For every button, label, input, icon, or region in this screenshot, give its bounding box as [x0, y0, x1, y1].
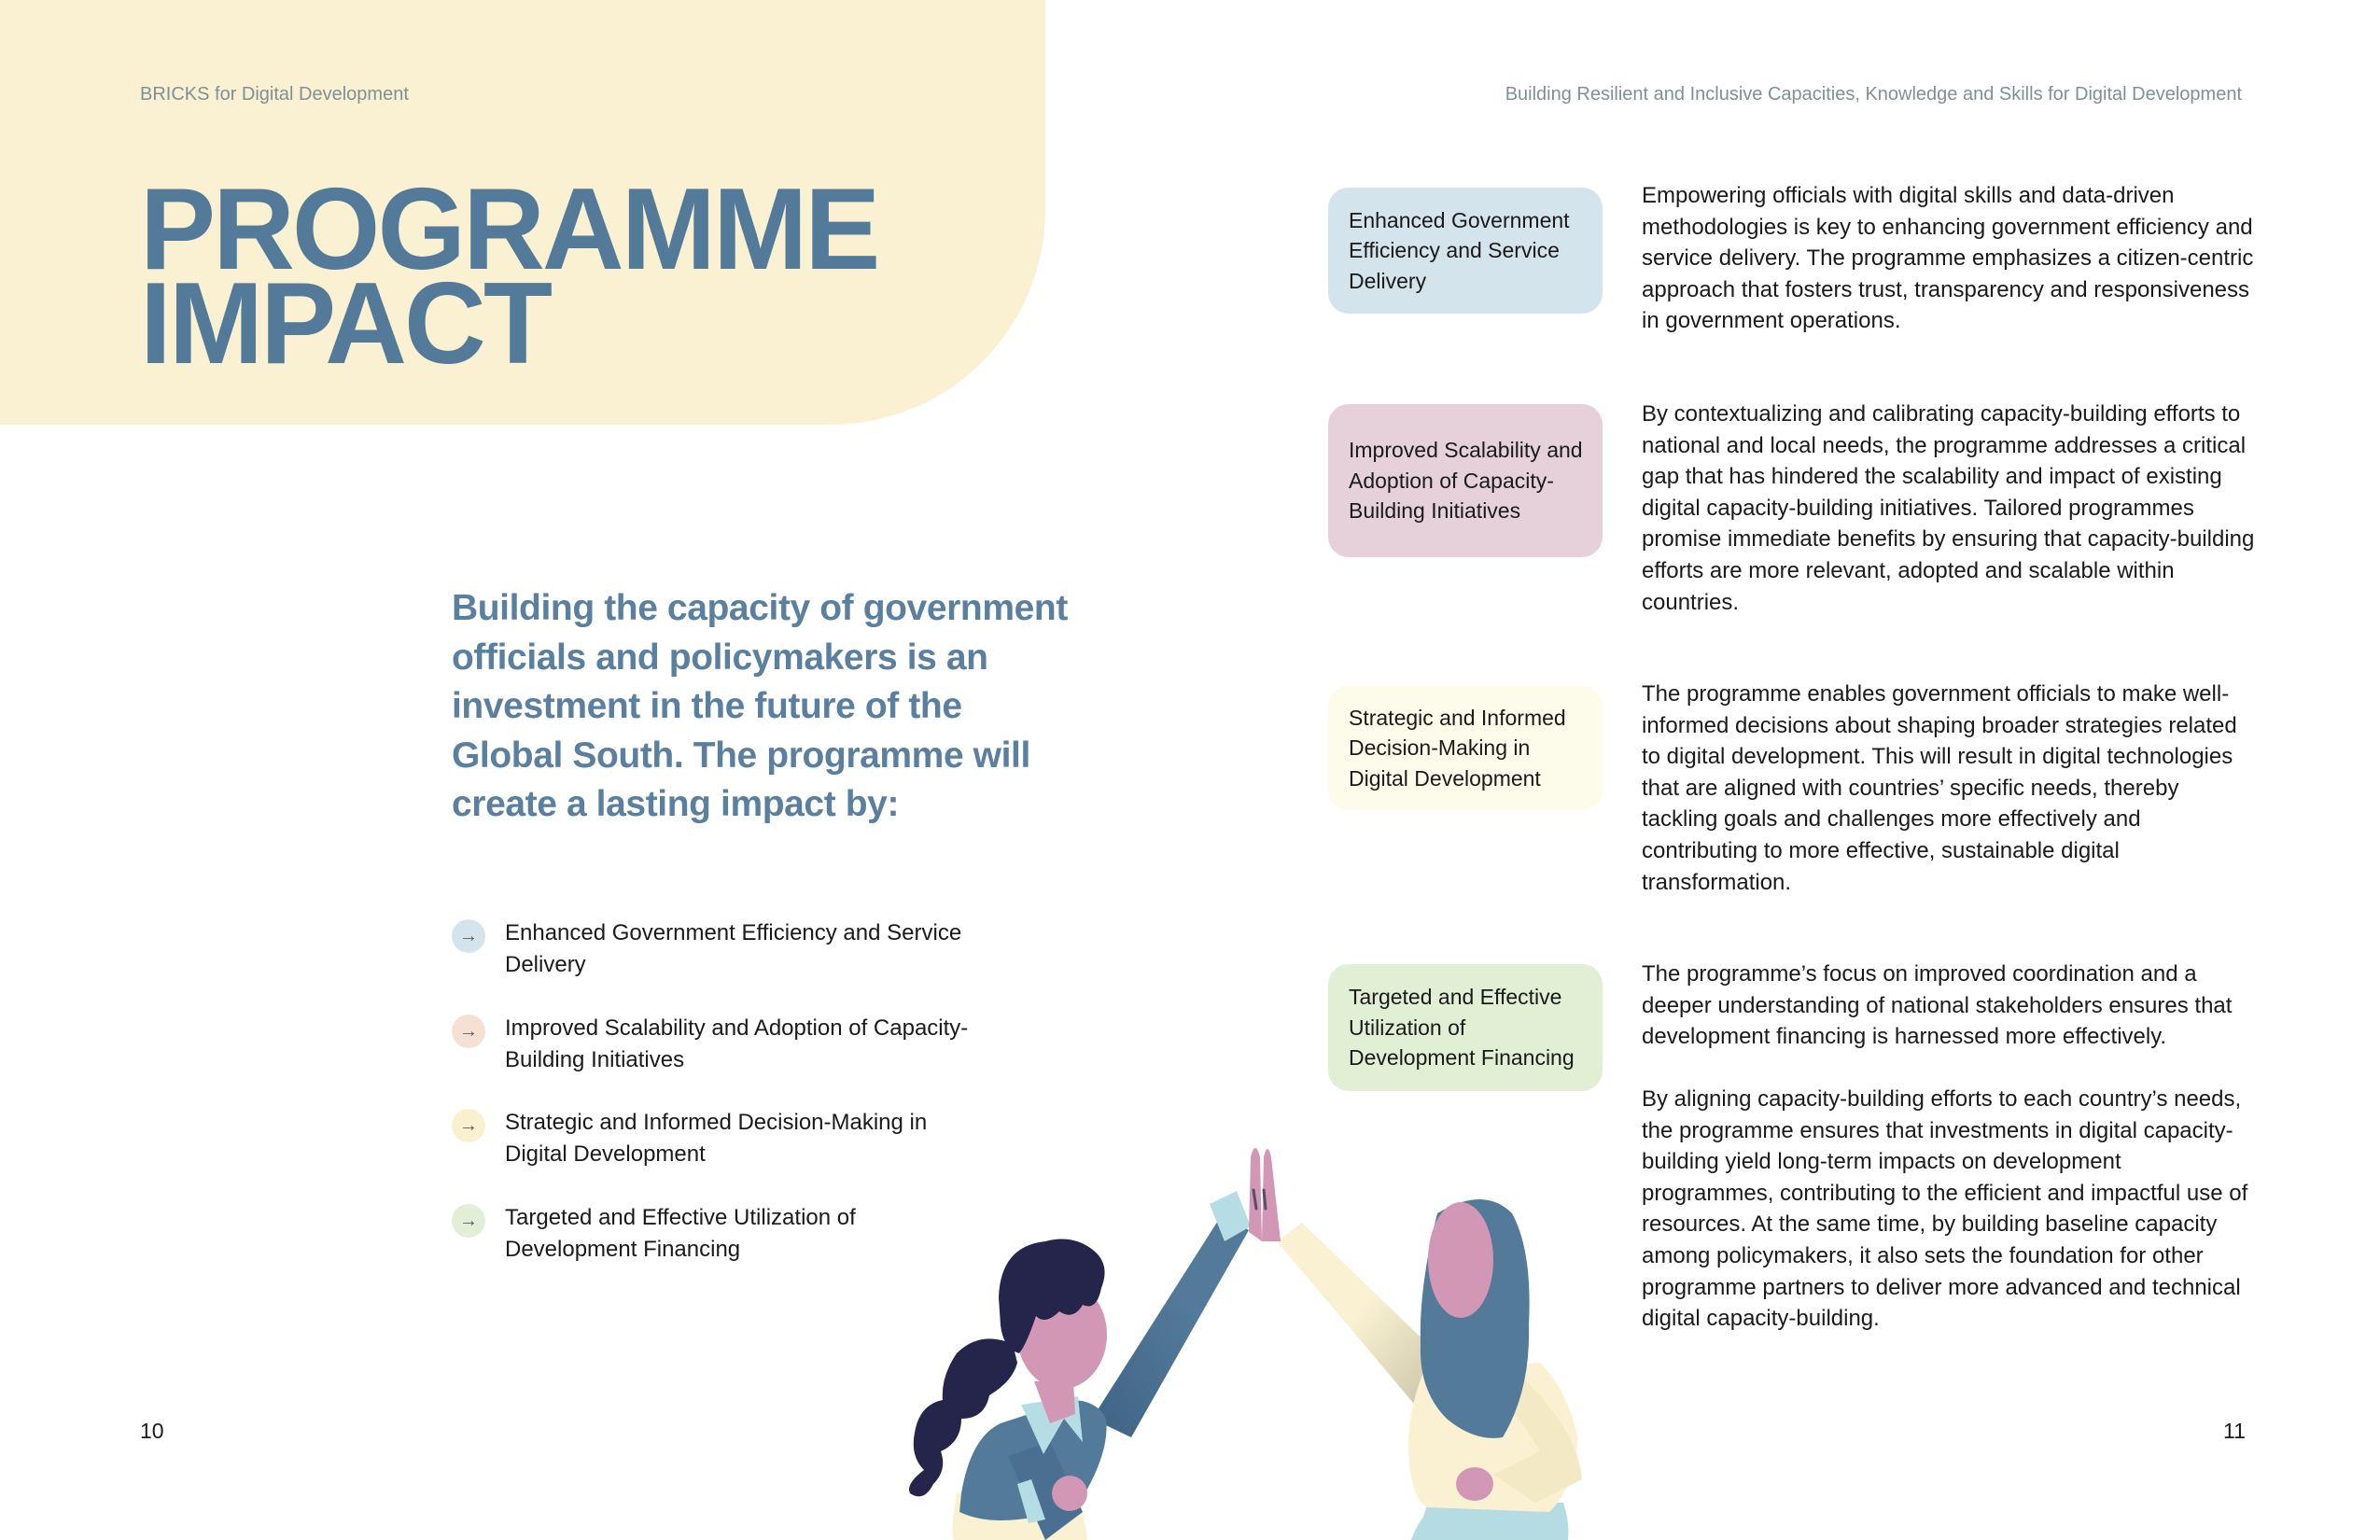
outcome-box-label: Targeted and Effective Utilization of Development Financing: [1349, 985, 1575, 1071]
outcome-box-efficiency: [1328, 188, 1603, 314]
right-woman-raised-arm: [1277, 1223, 1437, 1409]
outcome-description-financing: The programme’s focus on improved coordination and a deeper understanding of national stakeholders ensures that development financing is harnessed more effectively.: [1642, 961, 2233, 1050]
outcome-box-decision-making: [1328, 686, 1603, 810]
impact-list-item-label: Targeted and Effective Utilization of Development Financing: [505, 1204, 856, 1262]
outcome-box-label: Strategic and Informed Decision-Making in Digital Development: [1349, 705, 1566, 791]
left-woman-hand: [1052, 1476, 1087, 1511]
outcome-description-financing-extra: By aligning capacity-building efforts to each country’s needs, the programme ensures that investments in digital capacity-building yield long-term impacts on development programmes, contributing to the efficient and impactful use of resources. At the same time, by building baseline capacity among policymakers, it also sets the foundation for other programme partners to deliver more advanced and technical digital capacity-building.: [1642, 1086, 2248, 1332]
page-title: [140, 165, 878, 388]
outcome-box-label: Enhanced Government Efficiency and Service Delivery: [1349, 207, 1570, 293]
outcome-box-scalability: [1328, 404, 1603, 557]
arrow-right-icon: →: [452, 1015, 485, 1048]
outcome-box-financing: [1328, 964, 1603, 1091]
page-title-line-1: PROGRAMME: [140, 165, 878, 294]
outcome-box-label: Improved Scalability and Adoption of Capacity-Building Initiatives: [1349, 438, 1583, 524]
right-woman-hand: [1456, 1467, 1493, 1501]
impact-list-item-label: Improved Scalability and Adoption of Capacity-Building Initiatives: [505, 1015, 969, 1072]
right-woman-face: [1428, 1202, 1493, 1318]
arrow-right-icon: →: [452, 919, 485, 953]
left-woman-raised-arm: [1092, 1213, 1249, 1437]
intro-statement: Building the capacity of government officials and policymakers is an investment in the future of the Global South. The programme will create a lasting impact by:: [452, 588, 1068, 824]
impact-list-item: [452, 917, 1012, 1013]
outcome-description-scalability: By contextualizing and calibrating capacity-building efforts to national and local needs, the programme addresses a critical gap that has hindered the scalability and impact of existing digital capacity-building initiatives. Tailored programmes promise immediate benefits by ensuring that capacity-building efforts are more relevant, adopted and scalable within countries.: [1642, 401, 2255, 615]
outcome-description-efficiency: Empowering officials with digital skills and data-driven methodologies is key to enhancing government efficiency and service delivery. The programme emphasizes a citizen-centric approach that fosters trust, transparency and responsiveness in government operations.: [1642, 183, 2254, 334]
impact-list-item: [452, 1013, 1012, 1108]
outcome-description-decision-making: The programme enables government officials to make well-informed decisions about shaping broader strategies related to digital development. This will result in digital technologies that are aligned with countries’ specific needs, thereby tackling goals and challenges more effectively and contributing to more effective, sustainable digital transformation.: [1642, 681, 2237, 895]
arrow-right-icon: →: [452, 1109, 485, 1142]
running-head-right: Building Resilient and Inclusive Capacities, Knowledge and Skills for Digital Development: [1505, 84, 2242, 105]
arrow-right-icon: →: [452, 1204, 485, 1238]
right-woman-figure: [1253, 1149, 1582, 1540]
page-number-right: 11: [2223, 1419, 2246, 1443]
page-title-line-2: IMPACT: [140, 259, 551, 388]
impact-list-item-label: Strategic and Informed Decision-Making in Digital Development: [505, 1110, 928, 1167]
high-five-illustration: [887, 1120, 1633, 1540]
page-number-left: 10: [140, 1419, 164, 1443]
impact-list-item-label: Enhanced Government Efficiency and Service Delivery: [505, 920, 962, 977]
left-woman-figure: [909, 1148, 1262, 1540]
running-head-left: BRICKS for Digital Development: [140, 84, 409, 105]
